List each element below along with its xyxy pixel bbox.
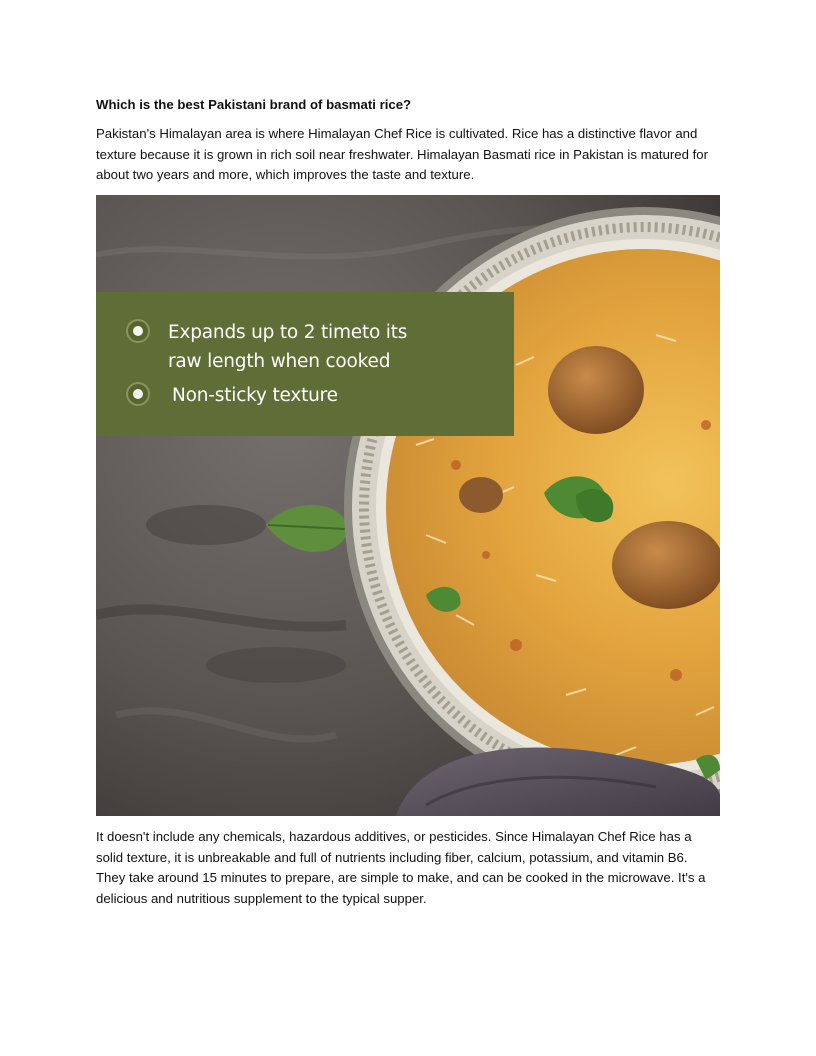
feature-text: Non-sticky texture bbox=[172, 385, 338, 406]
photo-illustration bbox=[96, 195, 720, 816]
biryani-photo bbox=[96, 195, 720, 816]
feature-item bbox=[126, 318, 418, 376]
feature-banner bbox=[96, 292, 514, 436]
body-paragraph: It doesn't include any chemicals, hazardous additives, or pesticides. Since Himalayan Chef Rice has a solid texture, it is unbreakable and full of nutrients including fiber, calcium, potassium, and vitamin B6. They take around 15 minutes to prepare, are simple to make, and can be cooked in the microwave. It's a delicious and nutritious supplement to the typical supper. bbox=[96, 829, 706, 906]
radio-bullet-icon bbox=[126, 319, 150, 343]
intro-paragraph: Pakistan's Himalayan area is where Himalayan Chef Rice is cultivated. Rice has a distinctive flavor and texture because it is grown in rich soil near freshwater. Himalayan Basmati rice in Pakistan is matured for about two years and more, which improves the taste and texture. bbox=[96, 126, 709, 182]
feature-text: Expands up to 2 timeto its raw length when cooked bbox=[168, 322, 408, 372]
radio-bullet-icon bbox=[126, 382, 150, 406]
feature-item bbox=[126, 381, 338, 410]
section-heading: Which is the best Pakistani brand of basmati rice? bbox=[96, 97, 412, 112]
